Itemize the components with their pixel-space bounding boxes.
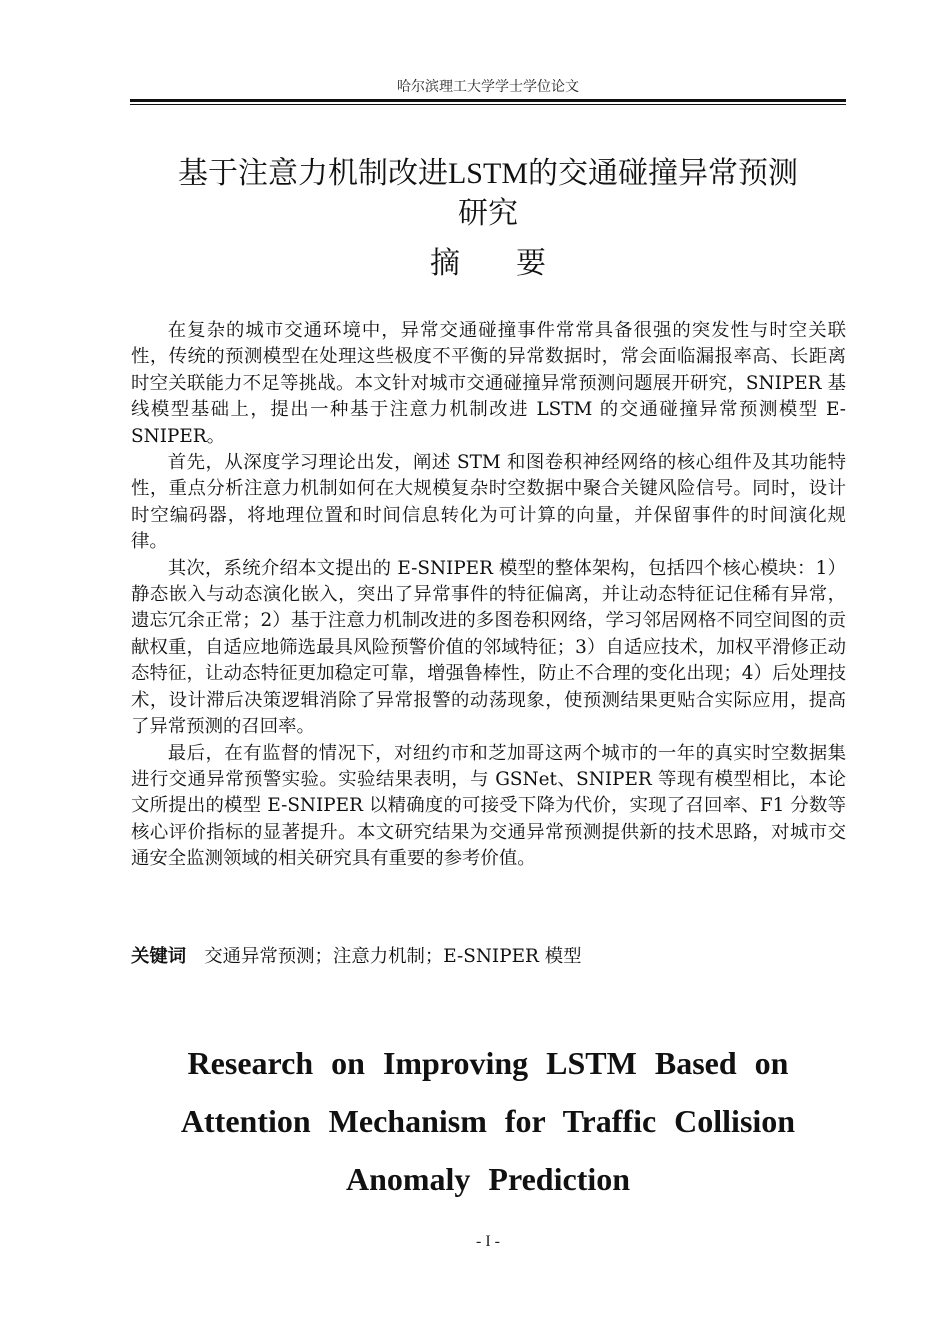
abstract-paragraph-2: 首先，从深度学习理论出发，阐述 STM 和图卷积神经网络的核心组件及其功能特性，重点分析注意力机制如何在大规模复杂时空数据中聚合关键风险信号。同时，设计时空编码器，将地理位置和时间信息转化为可计算的向量，并保留事件的时间演化规律。 — [131, 452, 846, 553]
chinese-title-part-b: 的交通碰撞异常预测 — [528, 156, 798, 191]
abstract-paragraph-3: 其次，系统介绍本文提出的 E-SNIPER 模型的整体架构，包括四个核心模块：1）静态嵌入与动态演化嵌入，突出了异常事件的特征偏离，并让动态特征记住稀有异常，遗忘冗余正常；2）基于注意力机制改进的多图卷积网络，学习邻居网格不同空间图的贡献权重，自适应地筛选最具风险预警价值的邻域特征；3）自适应技术，加权平滑修正动态特征，让动态特征更加稳定可靠，增强鲁棒性，防止不合理的变化出现；4）后处理技术，设计滞后决策逻辑消除了异常报警的动荡现象，使预测结果更贴合实际应用，提高了异常预测的召回率。 — [131, 557, 846, 738]
chinese-title-latin: LSTM — [447, 157, 528, 190]
chinese-title-line-1 — [120, 154, 856, 194]
keywords-value: 交通异常预测；注意力机制；E-SNIPER 模型 — [204, 946, 582, 967]
english-title-line-2: Attention Mechanism for Traffic Collision — [180, 1103, 796, 1139]
abstract-paragraph-1: 在复杂的城市交通环境中，异常交通碰撞事件常常具备很强的突发性与时空关联性，传统的预测模型在处理这些极度不平衡的异常数据时，常会面临漏报率高、长距离时空关联能力不足等挑战。本文针对城市交通碰撞异常预测问题展开研究，SNIPER 基线模型基础上，提出一种基于注意力机制改进 LSTM 的交通碰撞异常预测模型 E-SNIPER。 — [131, 320, 846, 447]
abstract-heading — [120, 244, 856, 284]
keywords — [131, 944, 846, 970]
keywords-label: 关键词 — [131, 946, 187, 967]
chinese-title-line-2: 研究 — [458, 196, 518, 231]
header-rule-thick — [130, 99, 846, 102]
english-title-line-1: Research on Improving LSTM Based on — [187, 1045, 789, 1081]
page-number: - I - — [476, 1233, 500, 1250]
english-title — [150, 1034, 826, 1208]
abstract-heading-char-2: 要 — [516, 246, 546, 281]
header-rule-thin — [130, 104, 846, 105]
running-header: 哈尔滨理工大学学士学位论文 — [397, 79, 579, 95]
abstract-heading-char-1: 摘 — [430, 246, 460, 281]
chinese-title-part-a: 基于注意力机制改进 — [177, 156, 448, 191]
abstract-paragraph-4: 最后，在有监督的情况下，对纽约市和芝加哥这两个城市的一年的真实时空数据集进行交通异常预警实验。实验结果表明，与 GSNet、SNIPER 等现有模型相比，本论文所提出的模型 E-SNIPER 以精确度的可接受下降为代价，实现了召回率、F1 分数等核心评价指标的显著提升。本文研究结果为交通异常预测提供新的技术思路，对城市交通安全监测领域的相关研究具有重要的参考价值。 — [131, 742, 846, 870]
english-title-line-3: Anomaly Prediction — [345, 1161, 631, 1197]
chinese-title — [120, 154, 856, 234]
abstract-body — [131, 318, 846, 873]
